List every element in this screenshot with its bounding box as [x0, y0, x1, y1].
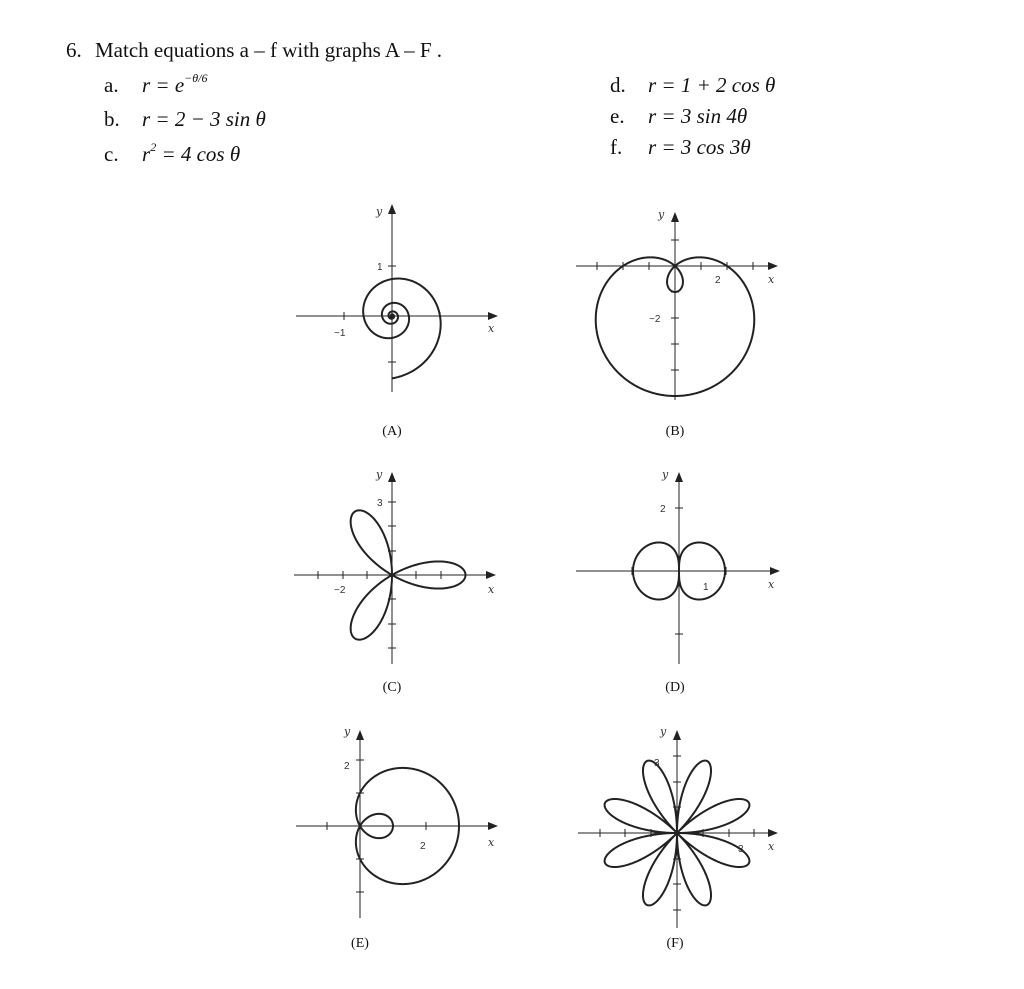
x-axis-arrow	[488, 312, 498, 320]
x-axis-label: x	[768, 273, 775, 286]
x-axis-arrow	[768, 829, 778, 837]
equation-label: a.	[104, 73, 119, 97]
tick-label: −2	[334, 585, 346, 596]
equation-lhs: r = 3 cos 3θ	[648, 135, 751, 159]
equation-lhs: r = 1 + 2 cos θ	[648, 73, 776, 97]
x-axis-label: x	[488, 583, 495, 596]
x-axis-arrow	[770, 567, 780, 575]
equation-label: d.	[610, 73, 626, 97]
y-axis-arrow	[388, 472, 396, 482]
equation-b	[104, 107, 266, 132]
equation-exponent: −θ/6	[184, 71, 208, 85]
y-axis-label: y	[376, 205, 383, 218]
equation-lhs: r = e	[142, 73, 185, 97]
graph-c	[280, 456, 520, 676]
problem-number: 6.	[66, 38, 82, 62]
equation-c	[104, 142, 240, 167]
equation-label: e.	[610, 104, 625, 128]
y-axis-label: y	[662, 468, 669, 481]
y-axis-label: y	[658, 208, 665, 221]
tick-label: 3	[738, 844, 744, 855]
y-axis-label: y	[376, 468, 383, 481]
x-axis-label: x	[488, 322, 495, 335]
y-axis-arrow	[356, 730, 364, 740]
y-axis-arrow	[671, 212, 679, 222]
x-axis-label: x	[768, 840, 775, 853]
equation-rhs: = 4 cos θ	[156, 142, 241, 166]
caption-b: (B)	[665, 424, 685, 439]
graph-e	[280, 712, 520, 932]
x-axis-arrow	[486, 571, 496, 579]
y-axis-label: y	[344, 725, 351, 738]
graph-a	[280, 200, 520, 420]
equation-f	[610, 135, 751, 160]
graph-f	[560, 712, 800, 932]
equation-d	[610, 73, 775, 98]
equation-a	[104, 73, 208, 98]
y-axis-arrow	[388, 204, 396, 214]
tick-label: 2	[344, 761, 350, 772]
caption-f: (F)	[666, 936, 684, 951]
equation-label: f.	[610, 135, 623, 159]
x-axis-arrow	[488, 822, 498, 830]
equation-exponent: 2	[150, 140, 157, 154]
graph-b	[560, 200, 800, 420]
curve-a	[363, 279, 440, 379]
equation-e	[610, 104, 747, 129]
tick-label: −2	[649, 314, 661, 325]
tick-label: 1	[377, 262, 383, 273]
caption-d: (D)	[665, 680, 685, 695]
x-axis-label: x	[488, 836, 495, 849]
problem-title	[66, 38, 442, 63]
caption-c: (C)	[382, 680, 402, 695]
caption-a: (A)	[382, 424, 402, 439]
equation-label: b.	[104, 107, 120, 131]
tick-label: 1	[703, 582, 709, 593]
equation-label: c.	[104, 142, 119, 166]
tick-label: 3	[654, 758, 660, 769]
equation-lhs: r = 2 − 3 sin θ	[142, 107, 266, 131]
tick-label: 2	[420, 841, 426, 852]
tick-label: 2	[715, 275, 721, 286]
x-axis-label: x	[768, 578, 775, 591]
caption-e: (E)	[351, 936, 369, 951]
graph-d	[560, 456, 800, 676]
tick-label: −1	[334, 328, 346, 339]
x-axis-arrow	[768, 262, 778, 270]
y-axis-label: y	[660, 725, 667, 738]
y-axis-arrow	[673, 730, 681, 740]
tick-label: 2	[660, 504, 666, 515]
tick-label: 3	[377, 498, 383, 509]
equation-lhs: r = 3 sin 4θ	[648, 104, 748, 128]
equation-lhs: r	[142, 142, 151, 166]
problem-statement: Match equations a – f with graphs A – F .	[95, 38, 443, 62]
y-axis-arrow	[675, 472, 683, 482]
